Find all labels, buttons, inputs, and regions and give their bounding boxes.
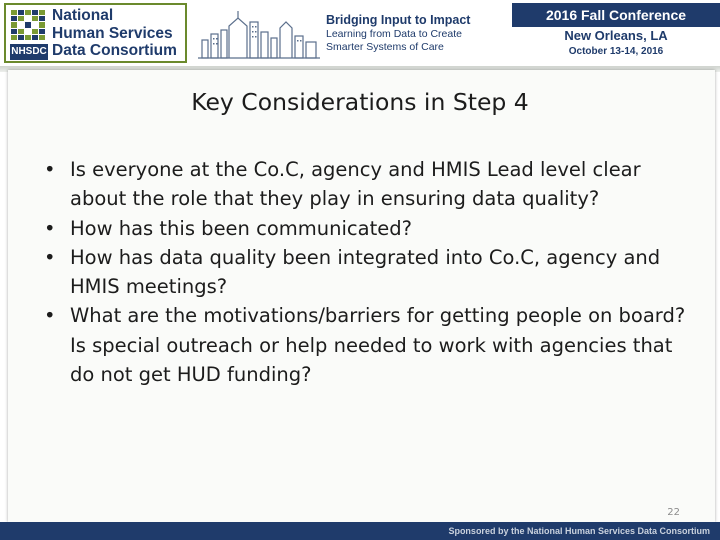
bullet-text: Is everyone at the Co.C, agency and HMIS Lead level clear about the role that they play in ensuring data quality? [70, 158, 641, 211]
conference-name: 2016 Fall Conference [512, 3, 720, 27]
bullet-item [44, 243, 694, 302]
bullet-text: How has data quality been integrated into Co.C, agency and HMIS meetings? [70, 245, 661, 299]
conference-tagline [326, 13, 470, 54]
bullet-dot-icon: • [44, 216, 56, 240]
conference-banner [0, 0, 720, 66]
org-name-line: National [52, 7, 114, 24]
tagline-title: Bridging Input to Impact [326, 13, 471, 27]
bullet-item [44, 301, 694, 389]
logo-grid-icon [11, 10, 45, 40]
sponsor-footer [0, 522, 720, 540]
org-name-line: Data Consortium [52, 42, 177, 59]
conference-dates: October 13-14, 2016 [568, 46, 664, 57]
bullet-text: What are the motivations/barriers for getting people on board? Is special outreach or help needed to work with agencies that do not get HUD funding? [70, 304, 686, 387]
bullet-text: How has this been communicated? [70, 216, 412, 240]
sponsor-text: Sponsored by the National Human Services Data Consortium [448, 526, 710, 536]
bullet-item [44, 214, 694, 243]
bullet-list [44, 155, 694, 389]
bullet-dot-icon: • [44, 158, 56, 181]
bullet-dot-icon: • [44, 304, 56, 328]
tagline-line: Learning from Data to Create [326, 28, 462, 40]
org-name-line: Human Services [52, 24, 173, 42]
tagline-line: Smarter Systems of Care [326, 41, 444, 53]
conference-city: New Orleans, LA [564, 28, 668, 43]
city-skyline-icon [198, 8, 320, 60]
logo-org-name [52, 7, 177, 60]
bullet-dot-icon: • [44, 245, 56, 269]
page-number: 22 [667, 507, 680, 518]
slide-title: Key Considerations in Step 4 [191, 88, 529, 116]
bullet-item [44, 155, 694, 214]
logo-abbreviation: NHSDC [10, 44, 48, 60]
nhsdc-logo [4, 3, 187, 63]
